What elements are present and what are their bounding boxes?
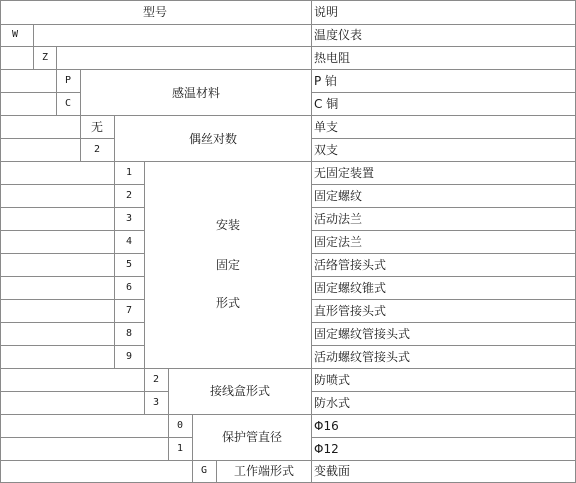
row-divider bbox=[0, 345, 144, 346]
row-divider bbox=[0, 115, 576, 116]
col-divider bbox=[80, 69, 81, 115]
desc-cell: 单支 bbox=[314, 120, 339, 134]
desc-cell: 固定法兰 bbox=[314, 235, 363, 249]
desc-cell: 活络管接头式 bbox=[314, 258, 387, 272]
row-divider bbox=[311, 230, 576, 231]
desc-cell: C 铜 bbox=[314, 97, 339, 111]
table-border-top bbox=[0, 0, 576, 1]
col-divider bbox=[56, 69, 57, 115]
row-divider bbox=[0, 46, 576, 47]
col-divider bbox=[114, 161, 115, 368]
group-label-mount: 形式 bbox=[215, 296, 241, 310]
col-divider bbox=[56, 46, 57, 69]
code-cell: 1 bbox=[125, 167, 133, 178]
model-desc-divider bbox=[311, 0, 312, 483]
row-divider bbox=[0, 138, 114, 139]
row-divider bbox=[0, 299, 144, 300]
desc-header: 说明 bbox=[314, 5, 339, 19]
col-divider bbox=[168, 368, 169, 414]
row-divider bbox=[311, 276, 576, 277]
code-cell: 0 bbox=[176, 420, 184, 431]
code-cell: G bbox=[200, 465, 208, 476]
code-cell: 2 bbox=[125, 190, 133, 201]
desc-cell: 双支 bbox=[314, 143, 339, 157]
code-cell: 7 bbox=[125, 305, 133, 316]
row-divider bbox=[0, 184, 144, 185]
desc-cell: 热电阻 bbox=[314, 51, 351, 65]
col-divider bbox=[192, 460, 193, 483]
desc-cell: 无固定装置 bbox=[314, 166, 375, 180]
row-divider bbox=[311, 253, 576, 254]
code-cell: Z bbox=[41, 52, 49, 63]
row-divider bbox=[0, 24, 576, 25]
row-divider bbox=[0, 276, 144, 277]
row-divider bbox=[311, 184, 576, 185]
col-divider bbox=[33, 46, 34, 69]
code-cell: 6 bbox=[125, 282, 133, 293]
code-cell: 3 bbox=[125, 213, 133, 224]
col-divider bbox=[144, 368, 145, 414]
row-divider bbox=[311, 437, 576, 438]
desc-cell: 活动螺纹管接头式 bbox=[314, 350, 411, 364]
code-cell: 2 bbox=[152, 374, 160, 385]
desc-cell: 活动法兰 bbox=[314, 212, 363, 226]
desc-cell: 温度仪表 bbox=[314, 28, 363, 42]
model-header: 型号 bbox=[142, 5, 168, 19]
code-cell: 5 bbox=[125, 259, 133, 270]
desc-cell: 直形管接头式 bbox=[314, 304, 387, 318]
code-cell: P bbox=[64, 75, 72, 86]
col-divider bbox=[114, 115, 115, 161]
code-cell: 3 bbox=[152, 397, 160, 408]
group-label-mount: 安装 bbox=[215, 218, 241, 232]
desc-cell: 防水式 bbox=[314, 396, 351, 410]
code-cell: 无 bbox=[90, 120, 104, 134]
desc-cell: Φ16 bbox=[314, 419, 339, 433]
code-cell: 8 bbox=[125, 328, 133, 339]
code-cell: 9 bbox=[125, 351, 133, 362]
code-cell: 2 bbox=[93, 144, 101, 155]
row-divider bbox=[0, 460, 576, 461]
group-label-material: 感温材料 bbox=[171, 86, 221, 100]
row-divider bbox=[311, 138, 576, 139]
row-divider bbox=[0, 322, 144, 323]
row-divider bbox=[0, 230, 144, 231]
group-label-junction: 接线盒形式 bbox=[209, 384, 271, 398]
row-divider bbox=[0, 92, 80, 93]
row-divider bbox=[0, 161, 576, 162]
desc-cell: 固定螺纹锥式 bbox=[314, 281, 387, 295]
row-divider bbox=[311, 92, 576, 93]
code-cell: C bbox=[64, 98, 72, 109]
row-divider bbox=[0, 207, 144, 208]
row-divider bbox=[311, 391, 576, 392]
group-label-tube: 保护管直径 bbox=[221, 430, 283, 444]
col-divider bbox=[33, 24, 34, 46]
col-divider bbox=[168, 414, 169, 460]
row-divider bbox=[311, 322, 576, 323]
row-divider bbox=[311, 345, 576, 346]
group-label-pairs: 偶丝对数 bbox=[188, 132, 238, 146]
col-divider bbox=[192, 414, 193, 460]
desc-cell: 固定螺纹管接头式 bbox=[314, 327, 411, 341]
row-divider bbox=[0, 414, 576, 415]
row-divider bbox=[0, 437, 192, 438]
desc-cell: P 铂 bbox=[314, 74, 338, 88]
code-cell: 4 bbox=[125, 236, 133, 247]
code-cell: 1 bbox=[176, 443, 184, 454]
desc-cell: Φ12 bbox=[314, 442, 339, 456]
table-border-left bbox=[0, 0, 1, 483]
col-divider bbox=[216, 460, 217, 483]
group-label-end: 工作端形式 bbox=[233, 464, 295, 478]
group-label-mount: 固定 bbox=[215, 258, 241, 272]
desc-cell: 防喷式 bbox=[314, 373, 351, 387]
row-divider bbox=[0, 69, 576, 70]
row-divider bbox=[0, 368, 576, 369]
code-cell: W bbox=[11, 29, 19, 40]
col-divider bbox=[80, 115, 81, 161]
desc-cell: 固定螺纹 bbox=[314, 189, 363, 203]
row-divider bbox=[0, 391, 168, 392]
desc-cell: 变截面 bbox=[314, 464, 351, 478]
row-divider bbox=[0, 253, 144, 254]
row-divider bbox=[311, 299, 576, 300]
col-divider bbox=[144, 161, 145, 368]
row-divider bbox=[311, 207, 576, 208]
